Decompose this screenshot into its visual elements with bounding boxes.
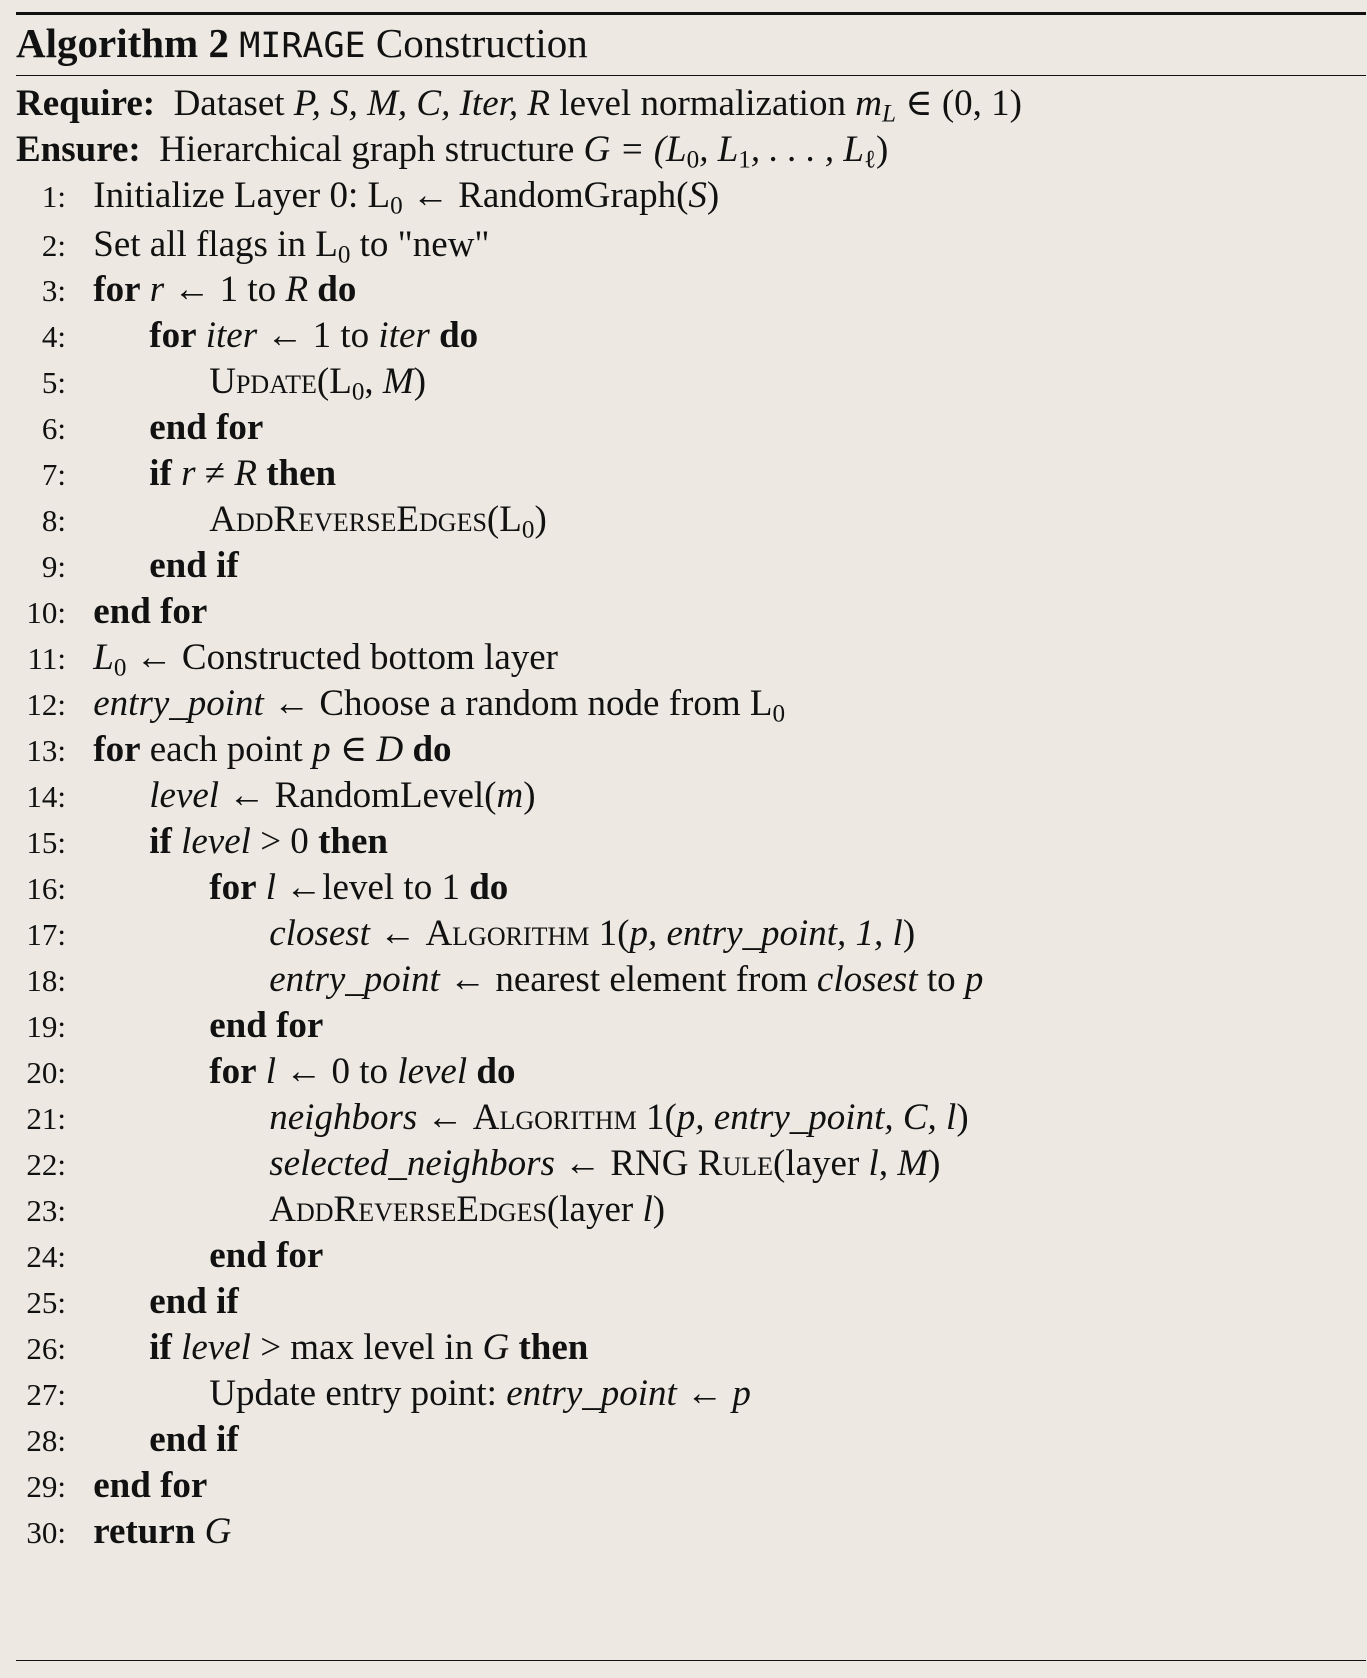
require-norm: m	[855, 83, 882, 124]
keyword: end for	[149, 407, 264, 448]
keyword: do	[467, 1051, 516, 1092]
line-text: ,	[364, 361, 383, 402]
line-text: > 0	[260, 821, 309, 862]
line-var: entry_point	[506, 1373, 677, 1414]
line-var: neighbors	[269, 1097, 418, 1138]
keyword: for	[209, 1051, 257, 1092]
procedure-name: Update	[209, 361, 317, 402]
line-sub: 0	[337, 241, 351, 269]
line-var: l	[256, 1051, 286, 1092]
algorithm-block	[16, 0, 1366, 1678]
line-var: closest	[269, 913, 370, 954]
line-1	[16, 172, 719, 220]
line-text: ,	[878, 1143, 898, 1184]
line-21	[16, 1094, 969, 1142]
line-number: 30:	[26, 1515, 66, 1550]
line-26	[16, 1324, 588, 1372]
line-var: level	[171, 821, 261, 862]
line-number: 8:	[41, 503, 66, 538]
line-19	[16, 1002, 323, 1050]
bottom-rule	[16, 1660, 1366, 1661]
line-number: 15:	[26, 825, 66, 860]
line-var: r	[171, 453, 205, 494]
line-var: entry_point	[269, 959, 440, 1000]
line-sub: 0	[390, 192, 403, 220]
line-text: Set all flags in L	[93, 224, 338, 265]
keyword: for	[93, 729, 141, 770]
line-var: M	[897, 1143, 929, 1184]
ensure-close: )	[875, 129, 889, 170]
line-var: R	[234, 453, 257, 494]
line-number: 29:	[26, 1469, 66, 1504]
keyword: return	[93, 1511, 196, 1552]
line-text: 1(	[636, 1097, 677, 1138]
procedure-name: Algorithm	[425, 913, 590, 954]
line-text: )	[523, 775, 536, 816]
line-text: (L	[316, 361, 352, 402]
ensure-sub-l: ℓ	[863, 146, 876, 174]
line-number: 5:	[41, 365, 66, 400]
line-number: 9:	[41, 549, 66, 584]
line-number: 12:	[26, 687, 66, 722]
ensure-c1: , L	[699, 129, 739, 170]
line-11	[16, 634, 558, 682]
require-vars: P, S, M, C, Iter, R	[293, 83, 551, 124]
line-number: 1:	[41, 179, 66, 214]
ensure-eq: = (L	[619, 129, 687, 170]
line-text: )	[902, 913, 916, 954]
line-text: > max level in	[260, 1327, 483, 1368]
line-text: ← Constructed bottom layer	[126, 637, 558, 678]
line-text: ∈	[330, 729, 377, 770]
line-15	[16, 818, 388, 866]
line-24	[16, 1232, 323, 1280]
line-25	[16, 1278, 239, 1326]
top-rule	[16, 12, 1366, 15]
line-var: selected_neighbors	[269, 1143, 555, 1184]
line-var: R	[285, 269, 309, 310]
line-number: 26:	[26, 1331, 66, 1366]
keyword: end if	[149, 1419, 239, 1460]
keyword: if	[149, 1327, 172, 1368]
ensure-g: G	[583, 129, 611, 170]
line-number: 6:	[41, 411, 66, 446]
line-number: 25:	[26, 1285, 66, 1320]
keyword: end if	[149, 1281, 239, 1322]
keyword: end for	[209, 1005, 324, 1046]
line-text: ≠	[204, 453, 235, 494]
line-number: 23:	[26, 1193, 66, 1228]
line-number: 13:	[26, 733, 66, 768]
require-label: Require:	[16, 83, 156, 124]
line-28	[16, 1416, 239, 1464]
line-text: ← 1 to	[173, 269, 286, 310]
require-norm-sub: L	[881, 100, 896, 128]
keyword: do	[403, 729, 452, 770]
line-sub: 0	[113, 654, 127, 682]
line-text: )	[413, 361, 427, 402]
line-number: 7:	[41, 457, 66, 492]
line-number: 24:	[26, 1239, 66, 1274]
algorithm-title	[16, 20, 588, 69]
line-text: ←level to 1	[285, 867, 460, 908]
line-5	[16, 358, 426, 406]
line-30	[16, 1508, 231, 1556]
keyword: if	[149, 453, 172, 494]
line-text: ← RandomLevel(	[219, 775, 497, 816]
line-29	[16, 1462, 207, 1510]
procedure-name: Rule	[697, 1143, 773, 1184]
line-text: ← RNG	[554, 1143, 698, 1184]
line-number: 27:	[26, 1377, 66, 1412]
require-norm-range: ∈ (0, 1)	[905, 83, 1022, 124]
line-var: l	[868, 1143, 879, 1184]
line-var: p	[964, 959, 984, 1000]
line-12	[16, 680, 785, 728]
line-13	[16, 726, 452, 774]
procedure-name: AddReverseEdges	[209, 499, 487, 540]
keyword: for	[149, 315, 197, 356]
keyword: do	[429, 315, 479, 356]
line-var: iter	[378, 315, 430, 356]
ensure-text: Hierarchical graph structure	[159, 129, 575, 170]
keyword: then	[256, 453, 337, 494]
line-7	[16, 450, 336, 498]
line-text: ←	[417, 1097, 473, 1138]
line-text: (L	[486, 499, 522, 540]
line-text: ← RandomGraph(	[402, 175, 689, 216]
keyword: for	[93, 269, 141, 310]
line-var: G	[195, 1511, 232, 1552]
ensure-sub-1: 1	[738, 146, 751, 174]
line-text: to	[917, 959, 965, 1000]
line-var: iter	[196, 315, 267, 356]
line-args: p, entry_point, C, l	[676, 1097, 957, 1138]
keyword: do	[459, 867, 509, 908]
line-14	[16, 772, 536, 820]
line-number: 17:	[26, 917, 66, 952]
line-8	[16, 496, 547, 544]
algorithm-label: Algorithm 2	[16, 20, 229, 66]
line-var: L	[93, 637, 114, 678]
line-4	[16, 312, 478, 360]
line-6	[16, 404, 263, 452]
line-text: Update entry point:	[209, 1373, 507, 1414]
ensure-c2: , . . . , L	[750, 129, 864, 170]
keyword: then	[509, 1327, 589, 1368]
line-text: (layer	[773, 1143, 869, 1184]
line-var: l	[256, 867, 286, 908]
line-text: ← 0 to	[285, 1051, 398, 1092]
line-number: 21:	[26, 1101, 66, 1136]
line-var: level	[149, 775, 220, 816]
procedure-name: AddReverseEdges	[269, 1189, 547, 1230]
keyword: do	[308, 269, 357, 310]
line-var: r	[140, 269, 174, 310]
keyword: end if	[149, 545, 239, 586]
line-text: )	[928, 1143, 941, 1184]
ensure-label: Ensure:	[16, 129, 141, 170]
keyword: end for	[93, 591, 208, 632]
require-line	[16, 80, 1022, 128]
procedure-name: Algorithm	[472, 1097, 637, 1138]
line-27	[16, 1370, 751, 1418]
line-22	[16, 1140, 940, 1188]
keyword: if	[149, 821, 172, 862]
line-number: 11:	[27, 641, 66, 676]
keyword: for	[209, 867, 257, 908]
line-text: Initialize Layer 0: L	[93, 175, 391, 216]
line-sub: 0	[351, 378, 365, 406]
line-number: 2:	[41, 228, 66, 263]
line-var: entry_point	[93, 683, 264, 724]
line-var: m	[496, 775, 524, 816]
line-9	[16, 542, 239, 590]
line-number: 14:	[26, 779, 66, 814]
algorithm-suffix: Construction	[375, 20, 588, 66]
algorithm-name: MIRAGE	[239, 26, 366, 66]
line-number: 19:	[26, 1009, 66, 1044]
ensure-sub-0: 0	[686, 146, 700, 174]
line-17	[16, 910, 915, 958]
line-var: D	[376, 729, 404, 770]
line-text: ←	[676, 1373, 733, 1414]
line-text: 1(	[589, 913, 630, 954]
line-23	[16, 1186, 665, 1234]
line-2	[16, 221, 490, 269]
line-var: S	[688, 175, 707, 216]
keyword: end for	[209, 1235, 324, 1276]
line-number: 28:	[26, 1423, 66, 1458]
line-16	[16, 864, 508, 912]
line-18	[16, 956, 983, 1004]
title-rule	[16, 75, 1366, 76]
line-var: l	[642, 1189, 653, 1230]
line-text: to "new"	[350, 224, 490, 265]
line-text: )	[534, 499, 547, 540]
line-var: closest	[816, 959, 918, 1000]
keyword: end for	[93, 1465, 208, 1506]
line-number: 10:	[26, 595, 66, 630]
line-var: M	[382, 361, 414, 402]
line-args: p, entry_point, 1, l	[629, 913, 903, 954]
line-text: ← nearest element from	[439, 959, 817, 1000]
keyword: then	[308, 821, 388, 862]
require-text: Dataset	[173, 83, 285, 124]
line-text: )	[956, 1097, 969, 1138]
line-text: )	[652, 1189, 666, 1230]
line-number: 4:	[41, 319, 66, 354]
line-sub: 0	[772, 700, 786, 728]
require-text-2: level normalization	[559, 83, 846, 124]
line-sub: 0	[521, 516, 535, 544]
line-20	[16, 1048, 515, 1096]
line-3	[16, 266, 356, 314]
line-var: level	[171, 1327, 261, 1368]
line-number: 16:	[26, 871, 66, 906]
line-var: G	[482, 1327, 510, 1368]
line-var: p	[312, 729, 331, 770]
line-text: (layer	[546, 1189, 643, 1230]
ensure-line	[16, 126, 888, 174]
line-number: 20:	[26, 1055, 66, 1090]
line-text: each point	[140, 729, 313, 770]
line-text: )	[706, 175, 720, 216]
line-text: ← Choose a random node from L	[263, 683, 773, 724]
line-text: ← 1 to	[266, 315, 379, 356]
line-var: p	[732, 1373, 751, 1414]
line-text: ←	[369, 913, 426, 954]
line-number: 18:	[26, 963, 66, 998]
line-var: level	[397, 1051, 468, 1092]
line-number: 3:	[41, 273, 66, 308]
line-number: 22:	[26, 1147, 66, 1182]
line-10	[16, 588, 207, 636]
